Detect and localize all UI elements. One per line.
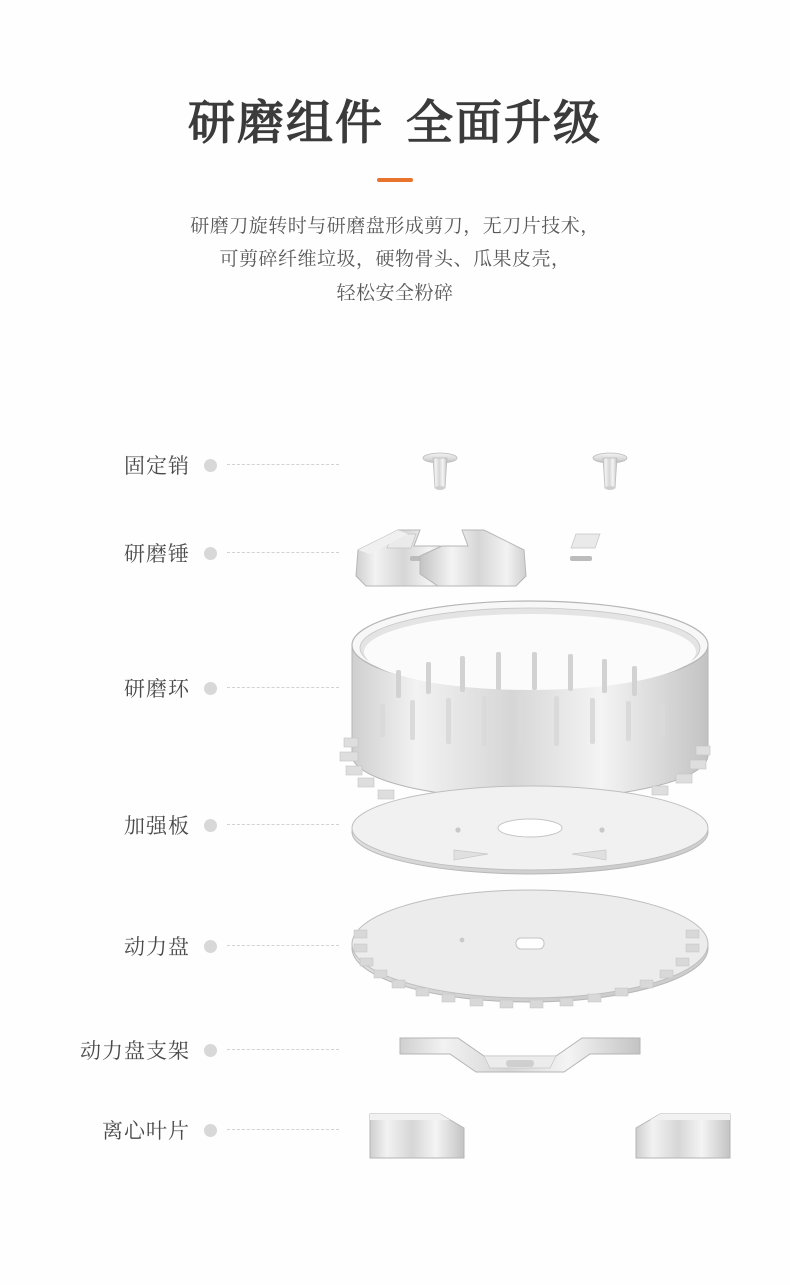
part-label-power-disc: 动力盘 [124, 936, 190, 959]
part-grinding-hammer [356, 530, 600, 586]
part-label-row [40, 452, 340, 478]
part-centrifugal-blade [370, 1114, 730, 1158]
accent-divider [377, 178, 413, 182]
part-label-row [40, 675, 340, 701]
part-label-power-disc-bracket: 动力盘支架 [80, 1040, 190, 1063]
part-label-reinforcement-plate: 加强板 [124, 815, 190, 838]
part-label-row [40, 1037, 340, 1063]
leader-dot-icon [204, 459, 217, 472]
exploded-diagram [0, 400, 790, 1285]
subtitle-line-2: 可剪碎纤维垃圾，硬物骨头、瓜果皮壳， [219, 249, 571, 271]
part-reinforcement-plate [352, 786, 708, 874]
page-title-part2: 全面升级 [406, 96, 602, 149]
part-label-fixed-pin: 固定销 [124, 455, 190, 478]
leader-line [227, 552, 339, 554]
leader-line [227, 824, 339, 826]
page-title [0, 96, 790, 150]
leader-line [227, 687, 339, 689]
part-label-row [40, 933, 340, 959]
leader-dot-icon [204, 547, 217, 560]
leader-line [227, 464, 339, 466]
leader-dot-icon [204, 1044, 217, 1057]
part-label-centrifugal-blade: 离心叶片 [102, 1120, 190, 1143]
subtitle [0, 210, 790, 310]
part-label-row [40, 540, 340, 566]
part-power-disc [352, 890, 708, 1008]
leader-line [227, 1129, 339, 1131]
part-label-grinding-hammer: 研磨锤 [124, 543, 190, 566]
part-power-disc-bracket [400, 1038, 640, 1072]
leader-dot-icon [204, 682, 217, 695]
leader-dot-icon [204, 819, 217, 832]
part-grinding-ring [340, 601, 710, 817]
leader-line [227, 1049, 339, 1051]
page-title-part1: 研磨组件 [188, 96, 384, 149]
part-fixed-pin [423, 453, 627, 490]
leader-dot-icon [204, 1124, 217, 1137]
header [0, 0, 790, 310]
parts-illustration [330, 400, 770, 1285]
leader-dot-icon [204, 940, 217, 953]
part-label-row [40, 812, 340, 838]
subtitle-line-3: 轻松安全粉碎 [336, 282, 454, 304]
part-label-row [40, 1117, 340, 1143]
leader-line [227, 945, 339, 947]
part-label-grinding-ring: 研磨环 [124, 678, 190, 701]
subtitle-line-1: 研磨刀旋转时与研磨盘形成剪刀，无刀片技术， [190, 216, 600, 238]
